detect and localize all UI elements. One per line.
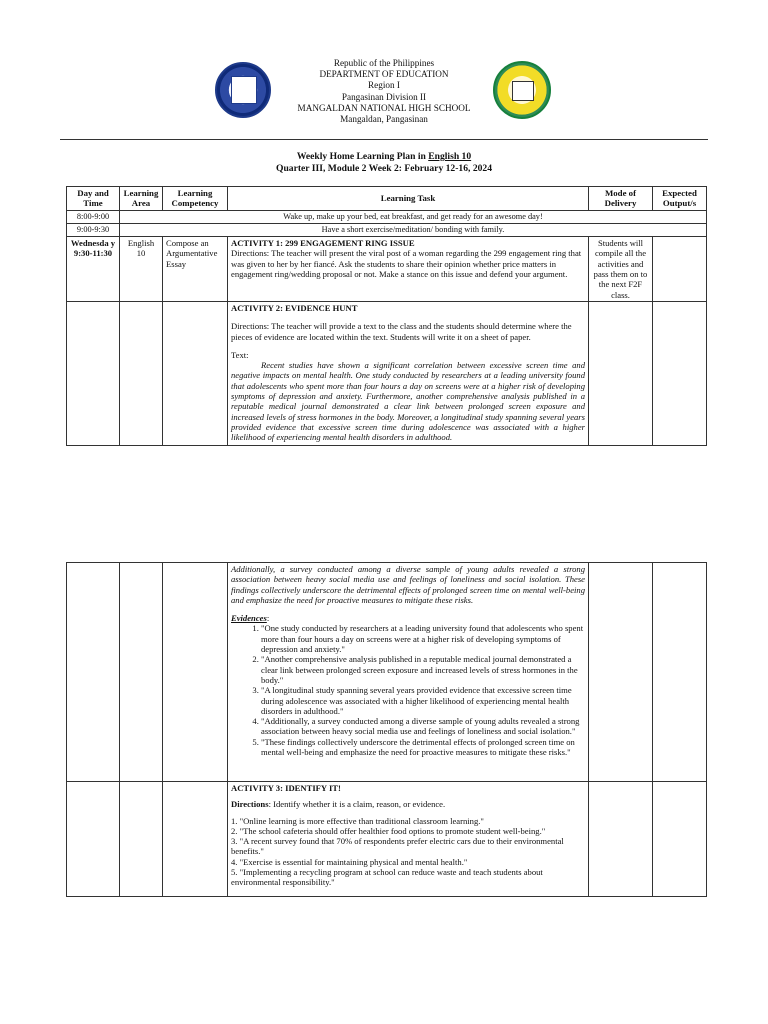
header-line-1: Republic of the Philippines (333, 58, 435, 68)
header-day-time: Day and Time (67, 187, 120, 211)
text-passage: Recent studies have shown a significant correlation between excessive screen time and negative impacts on mental health. One study conducted by researchers at a leading university found that adolescents who spent more than four hours a day on screens were at a higher risk of developing symptoms of depression and anxiety. Furthermore, another comprehensive analysis published in a reputable medical journal demonstrated a clear link between prolonged screen exposure and increased levels of stress hormones in the body. Moreover, a longitudinal study spanning several years provided evidence that excessive screen time during adolescence was associated with a higher likelihood of experiencing mental health disorders in adulthood. (231, 360, 585, 443)
evidences-list (231, 623, 585, 757)
evidence-item: 1. "One study conducted by researchers at a leading university found that adolescents who spent more than four hours a day on screens were at a higher risk of developing symptoms of depression and anxiety." (261, 623, 585, 654)
title-prefix: Weekly Home Learning Plan in (296, 151, 429, 162)
mode-cell: Students will compile all the activities and pass them on to the next F2F class. (589, 237, 653, 302)
claim-item: 2. "The school cafeteria should offer healthier food options to promote student well-being." (231, 825, 546, 836)
activity-1-directions: Directions: The teacher will present the viral post of a woman regarding the 299 engagement ring that was given to her by her fiancé. Ask the students to share their opinion whether price matters in engagement ring/wedding proposal or not. Make a stance on this issue and defend your argument. (231, 248, 582, 280)
activity-3-title: ACTIVITY 3: IDENTIFY IT! (231, 783, 341, 793)
header-line-6: Mangaldan, Pangasinan (340, 114, 428, 125)
activity-2-row (67, 301, 707, 445)
schedule-text: Have a short exercise/meditation/ bonding with family. (120, 223, 707, 236)
claim-item: 5. "Implementing a recycling program at school can reduce waste and teach students about environmental responsibility." (231, 867, 543, 888)
activity-2-title: ACTIVITY 2: EVIDENCE HUNT (231, 302, 358, 313)
output-cell (653, 237, 707, 302)
activity-1-row (67, 237, 707, 302)
header-mode: Mode of Delivery (589, 187, 653, 211)
schedule-text: Wake up, make up your bed, eat breakfast, and get ready for an awesome day! (120, 210, 707, 223)
activity-3-row (67, 782, 707, 897)
schedule-time: 8:00-9:00 (67, 210, 120, 223)
directions-label: Directions (231, 799, 269, 810)
header-divider (60, 139, 708, 140)
plan-title (0, 151, 768, 176)
activity-2-continued-row: Additionally, a survey conducted among a diverse sample of young adults revealed a strong association between heavy social media use and feelings of loneliness and social isolation. These findings collectively underscore the detrimental effects of prolonged screen time on mental well-being and emphasize the need for proactive measures to mitigate these risks. Evidences: 1. "One study conducted by researchers at a leading university found that adolescents who spent more than four hours a day on screens were at a higher risk of developing symptoms of depression and anxiety." 2. "Another comprehensive analysis published in a reputable medical journal demonstrated a clear link between prolonged screen exposure and increased levels of stress hormones in the body." 3. "A longitudinal study spanning several years provided evidence that excessive screen time during adolescence was associated with a higher likelihood of experiencing mental health disorders in adulthood." 4. "Additionally, a survey conducted among a diverse sample of young adults revealed a strong association between heavy social media use and feelings of loneliness and social isolation." 5. "These findings collectively underscore the detrimental effects of prolonged screen time on mental well-being and emphasize the need for proactive measures to mitigate these risks." (67, 563, 707, 782)
evidence-item: 4. "Additionally, a survey conducted among a diverse sample of young adults revealed a strong association between heavy social media use and feelings of loneliness and social isolation." (261, 716, 585, 737)
header-learning-task: Learning Task (228, 187, 589, 211)
claim-item: 4. "Exercise is essential for maintaining physical and mental health." (231, 856, 468, 867)
schedule-row (67, 223, 707, 236)
text-label: Text: (231, 349, 249, 360)
learning-plan-table-page2 (66, 562, 707, 897)
evidence-item: 2. "Another comprehensive analysis published in a reputable medical journal demonstrated a clear link between prolonged screen exposure and increased levels of stress hormones in the body." (261, 654, 585, 685)
learning-area-cell: English 10 (120, 237, 163, 302)
header-line-2: DEPARTMENT OF EDUCATION (319, 69, 449, 80)
day-label: Wednesda y (70, 238, 116, 249)
claim-item: 3. "A recent survey found that 70% of respondents prefer electric cars due to their environmental benefits." (231, 836, 564, 857)
header-competency: Learning Competency (163, 187, 228, 211)
header-line-3: Region I (368, 80, 400, 91)
header-line-4: Pangasinan Division II (341, 91, 427, 102)
header-output: Expected Output/s (653, 187, 707, 211)
schedule-row (67, 210, 707, 223)
document-header (0, 58, 768, 125)
activity-3-directions: : Identify whether it is a claim, reason, or evidence. (268, 799, 446, 810)
competency-cell: Compose an Argumentative Essay (163, 237, 228, 302)
evidence-item: 3. "A longitudinal study spanning several years provided evidence that excessive screen time during adolescence was associated with a higher likelihood of experiencing mental health disorders in adulthood." (261, 685, 585, 716)
evidence-item: 5. "These findings collectively underscore the detrimental effects of prolonged screen time on mental well-being and emphasize the need for proactive measures to mitigate these risks." (261, 737, 585, 758)
header-line-5: MANGALDAN NATIONAL HIGH SCHOOL (297, 102, 471, 113)
time-label: 9:30-11:30 (73, 248, 113, 259)
activity-2-directions: Directions: The teacher will provide a text to the class and the students should determine where the pieces of evidence are located within the text. Students will write it on a sheet of paper. (231, 321, 572, 342)
header-learning-area: Learning Area (120, 187, 163, 211)
claim-item: 1. "Online learning is more effective than traditional classroom learning." (231, 815, 484, 826)
learning-plan-table-page1 (66, 186, 707, 446)
text-passage-continued: Additionally, a survey conducted among a diverse sample of young adults revealed a strong association between heavy social media use and feelings of loneliness and social isolation. These findings collectively underscore the detrimental effects of prolonged screen time on mental well-being and emphasize the need for proactive measures to mitigate these risks. (231, 564, 585, 605)
title-quarter: Quarter III, Module 2 Week 2: February 12-16, 2024 (275, 163, 493, 175)
activity-1-title: ACTIVITY 1: 299 ENGAGEMENT RING ISSUE (231, 238, 415, 249)
evidences-label: Evidences (231, 613, 267, 624)
title-subject: English 10 (428, 151, 472, 162)
schedule-time: 9:00-9:30 (67, 223, 120, 236)
